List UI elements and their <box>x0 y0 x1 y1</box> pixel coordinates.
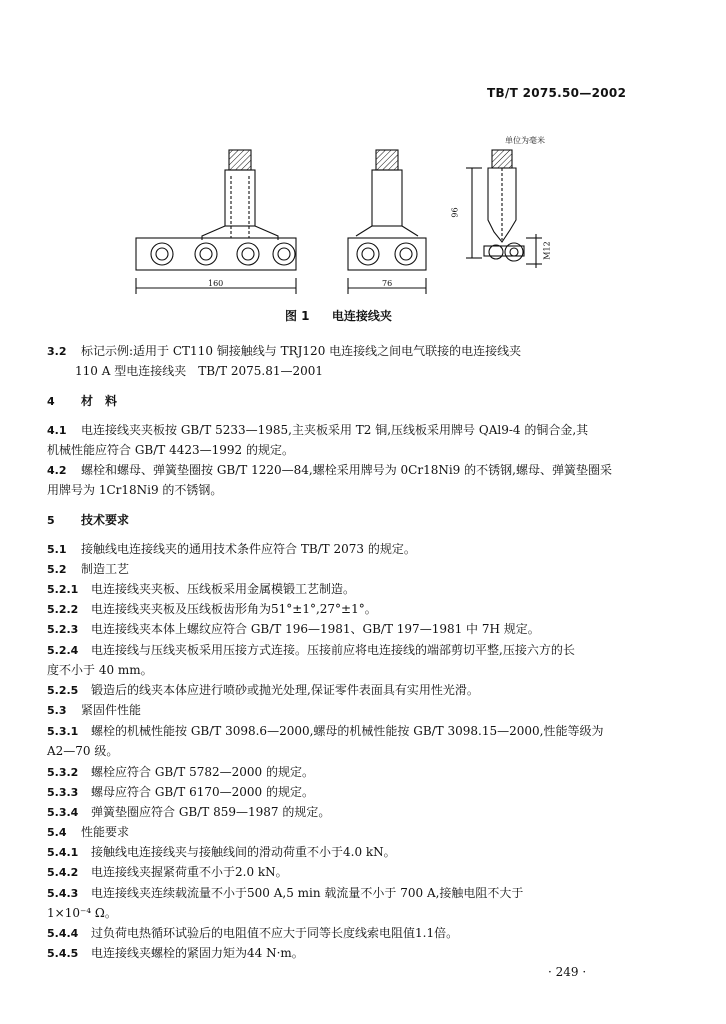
section-number: 4 <box>47 395 55 408</box>
clause-text: 接触线电连接线夹与接触线间的滑动荷重不小于4.0 kN。 <box>91 845 396 859</box>
dimension-96: 96 <box>450 207 460 218</box>
clause-text: 紧固件性能 <box>81 703 142 717</box>
clause-4-2 <box>47 462 647 479</box>
clause-text: 锻造后的线夹本体应进行喷砂或抛光处理,保证零件表面具有实用性光滑。 <box>91 683 479 697</box>
section-title: 技术要求 <box>81 513 130 527</box>
clause-5-4 <box>47 824 647 841</box>
clause-text: 电连接线与压线夹板采用压接方式连接。压接前应将电连接线的端部剪切平整,压接六方的长 <box>91 643 575 657</box>
dimension-m12: M12 <box>542 241 552 260</box>
clause-5-2-2 <box>47 601 647 618</box>
clause-5-2-4-cont: 度不小于 40 mm。 <box>47 663 153 677</box>
clause-number: 5.4.1 <box>47 846 79 859</box>
clause-text: 电连接线夹夹板按 GB/T 5233—1985,主夹板采用 T2 铜,压线板采用牌号 QAl9-4 的铜合金,其 <box>81 423 589 437</box>
clause-5-2-3 <box>47 621 647 638</box>
clause-text: 性能要求 <box>81 825 130 839</box>
dimension-76: 76 <box>382 279 393 288</box>
figure-number: 图 1 <box>285 309 310 323</box>
clause-text: 电连接线夹螺栓的紧固力矩为44 N·m。 <box>91 946 304 960</box>
clause-text: 接触线电连接线夹的通用技术条件应符合 TB/T 2073 的规定。 <box>81 542 416 556</box>
clause-3-2-example: 110 A 型电连接线夹 TB/T 2075.81—2001 <box>75 364 324 378</box>
clause-number: 5.3 <box>47 704 67 717</box>
clause-5-3-1 <box>47 723 647 740</box>
clause-text: 标记示例:适用于 CT110 铜接触线与 TRJ120 电连接线之间电气联接的电连接线夹 <box>81 344 522 358</box>
clause-5-3-1-cont: A2—70 级。 <box>47 744 119 758</box>
section-4-heading <box>47 393 647 410</box>
clause-5-3 <box>47 702 647 719</box>
clause-number: 5.3.3 <box>47 786 79 799</box>
clause-text: 电连接线夹夹板及压线板齿形角为51°±1°,27°±1°。 <box>91 602 377 616</box>
clause-number: 5.4 <box>47 826 67 839</box>
clause-number: 5.2.3 <box>47 623 79 636</box>
clause-5-3-4 <box>47 804 647 821</box>
clause-4-1 <box>47 422 647 439</box>
clause-5-4-3 <box>47 885 647 902</box>
clause-number: 5.4.4 <box>47 927 79 940</box>
clause-4-1-cont: 机械性能应符合 GB/T 4423—1992 的规定。 <box>47 443 294 457</box>
clause-5-4-1 <box>47 844 647 861</box>
clause-text: 制造工艺 <box>81 562 130 576</box>
clause-text: 螺母应符合 GB/T 6170—2000 的规定。 <box>91 785 314 799</box>
clause-4-2-cont: 用牌号为 1Cr18Ni9 的不锈钢。 <box>47 483 223 497</box>
clause-5-2-1 <box>47 581 647 598</box>
figure-caption <box>285 307 392 324</box>
clause-text: 电连接线夹本体上螺纹应符合 GB/T 196—1981、GB/T 197—1981 中 7H 规定。 <box>91 622 540 636</box>
clause-5-4-5 <box>47 945 647 962</box>
clause-number: 4.1 <box>47 424 67 437</box>
clause-text: 电连接线夹夹板、压线板采用金属模锻工艺制造。 <box>91 582 356 596</box>
clause-number: 5.1 <box>47 543 67 556</box>
clause-number: 3.2 <box>47 345 67 358</box>
clause-number: 5.2.4 <box>47 644 79 657</box>
clause-text: 电连接线夹连续载流量不小于500 A,5 min 载流量不小于 700 A,接触电阻不大于 <box>91 886 524 900</box>
clause-number: 5.2 <box>47 563 67 576</box>
page-number: · 249 · <box>548 965 587 979</box>
document-code: TB/T 2075.50—2002 <box>487 86 627 100</box>
figure-title: 电连接线夹 <box>331 309 392 323</box>
clause-number: 5.3.1 <box>47 725 79 738</box>
clause-5-4-4 <box>47 925 647 942</box>
clause-text: 螺栓应符合 GB/T 5782—2000 的规定。 <box>91 765 314 779</box>
clause-number: 4.2 <box>47 464 67 477</box>
clause-number: 5.2.5 <box>47 684 79 697</box>
section-number: 5 <box>47 514 55 527</box>
clause-number: 5.4.5 <box>47 947 79 960</box>
clause-5-4-3-cont: 1×10⁻⁴ Ω。 <box>47 906 117 920</box>
clause-3-2 <box>47 343 647 360</box>
clamp-drawing <box>130 128 590 328</box>
clause-5-3-2 <box>47 764 647 781</box>
clause-text: 弹簧垫圈应符合 GB/T 859—1987 的规定。 <box>91 805 331 819</box>
clause-5-2-5 <box>47 682 647 699</box>
clause-number: 5.3.2 <box>47 766 79 779</box>
section-5-heading <box>47 512 647 529</box>
clause-text: 螺栓的机械性能按 GB/T 3098.6—2000,螺母的机械性能按 GB/T 3098.15—2000,性能等级为 <box>91 724 604 738</box>
dimension-160: 160 <box>208 279 224 288</box>
clause-5-4-2 <box>47 864 647 881</box>
unit-note: 单位为毫米 <box>505 136 545 145</box>
clause-number: 5.2.2 <box>47 603 79 616</box>
figure-1 <box>130 128 590 328</box>
clause-text: 过负荷电热循环试验后的电阻值不应大于同等长度线索电阻值1.1倍。 <box>91 926 459 940</box>
clause-5-2-4 <box>47 642 647 659</box>
clause-number: 5.2.1 <box>47 583 79 596</box>
clause-number: 5.4.2 <box>47 866 79 879</box>
clause-text: 螺栓和螺母、弹簧垫圈按 GB/T 1220—84,螺栓采用牌号为 0Cr18Ni9 的不锈钢,螺母、弹簧垫圈采 <box>81 463 612 477</box>
clause-number: 5.4.3 <box>47 887 79 900</box>
clause-5-3-3 <box>47 784 647 801</box>
clause-5-2 <box>47 561 647 578</box>
clause-number: 5.3.4 <box>47 806 79 819</box>
section-title: 材 料 <box>81 394 118 408</box>
clause-5-1 <box>47 541 647 558</box>
clause-text: 电连接线夹握紧荷重不小于2.0 kN。 <box>91 865 288 879</box>
